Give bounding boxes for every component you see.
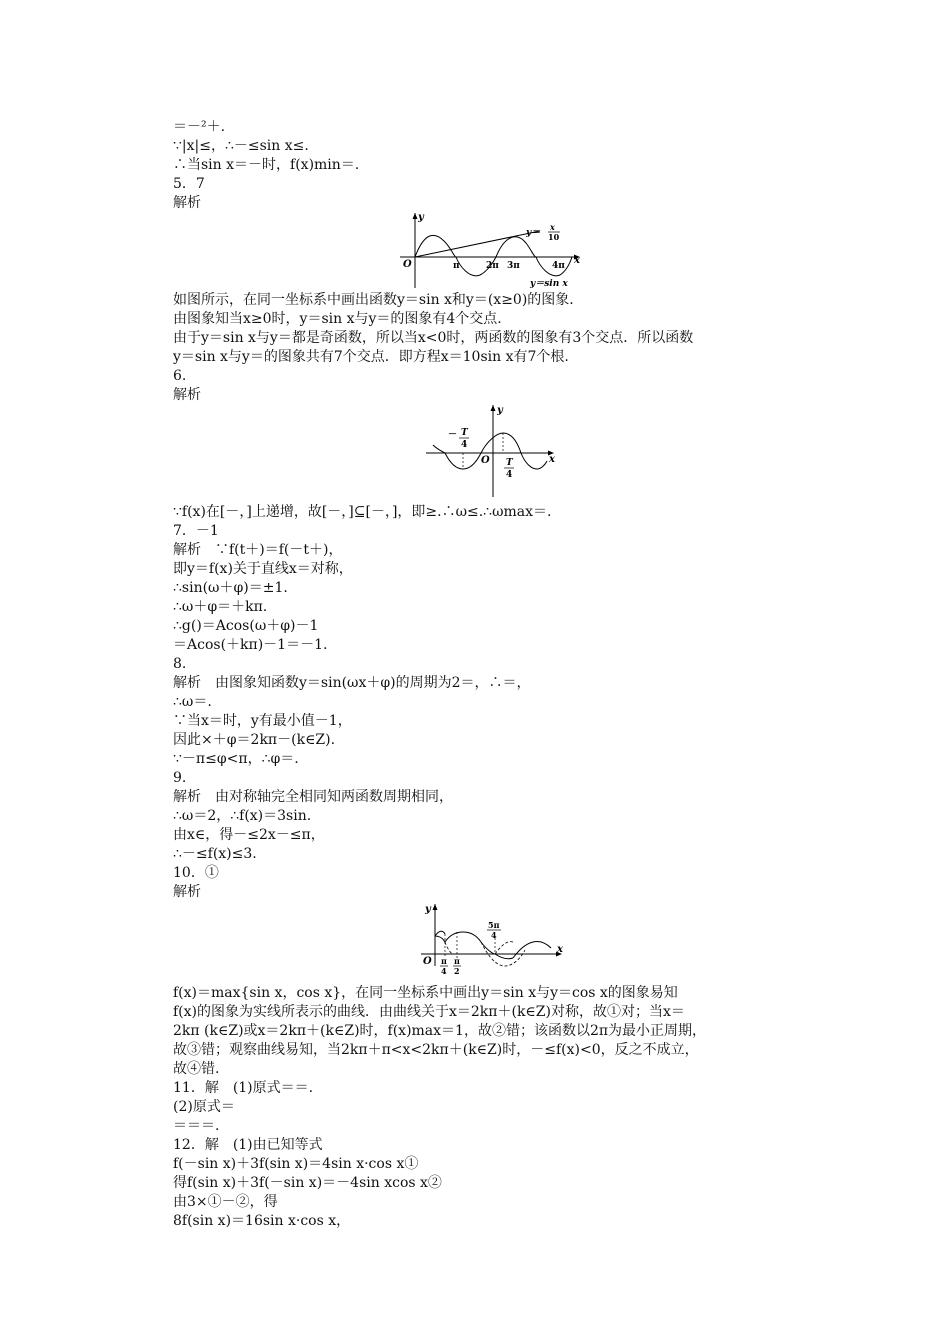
text-line: 如图所示，在同一坐标系中画出函数y＝sin x和y＝(x≥0)的图象. bbox=[173, 292, 574, 308]
figure-max-sin-cos bbox=[173, 902, 833, 984]
fig3-x-label: x bbox=[557, 944, 563, 955]
answer-number: 9. bbox=[173, 770, 187, 786]
text-line: f(x)＝max{sin x，cos x}，在同一坐标系中画出y＝sin x与y＝cos x的图象易知 bbox=[173, 985, 678, 1001]
text-line: 由图象知当x≥0时，y＝sin x与y＝的图象有4个交点. bbox=[173, 311, 502, 327]
text-line: ∴当sin x＝－时，f(x)min＝. bbox=[173, 157, 360, 173]
text-line: ∴sin(ω＋φ)＝±1. bbox=[173, 580, 288, 596]
analysis-heading: 解析 bbox=[173, 387, 201, 403]
fig3-tick2-den: 2 bbox=[454, 966, 460, 976]
text-line: 由x∈，得－≤2x－≤π， bbox=[173, 827, 325, 843]
fig3-y-label: y bbox=[425, 904, 431, 915]
fig2-right-tick-den: 4 bbox=[506, 470, 513, 480]
fig1-x-label: x bbox=[574, 255, 580, 266]
fig3-origin: O bbox=[423, 956, 432, 967]
fig2-right-tick-num: T bbox=[506, 458, 513, 468]
text-line: ∴ω＝. bbox=[173, 694, 212, 710]
text-line: 即y＝f(x)关于直线x＝对称， bbox=[173, 561, 353, 577]
fig2-left-tick-num: T bbox=[461, 428, 468, 438]
text-line: (2)原式＝ bbox=[173, 1099, 235, 1115]
text-line: ∴ω＋φ＝＋kπ. bbox=[173, 599, 268, 615]
answer-number: 11．解 (1)原式＝＝. bbox=[173, 1080, 314, 1096]
answer-number: 8. bbox=[173, 656, 187, 672]
answer-number: 10．① bbox=[173, 865, 219, 881]
text-line: f(－sin x)＋3f(sin x)＝4sin x·cos x① bbox=[173, 1156, 419, 1172]
text-line: ∴g()＝Acos(ω＋φ)－1 bbox=[173, 618, 319, 634]
analysis-heading: 解析 bbox=[173, 195, 201, 211]
answer-number: 12．解 (1)由已知等式 bbox=[173, 1137, 323, 1153]
text-line: ∵f(x)在[－，]上递增，故[－，]⊆[－，]，即≥.∴ω≤.∴ωmax＝. bbox=[173, 504, 552, 520]
text-line: 由3×①－②，得 bbox=[173, 1194, 278, 1210]
text-line: ∵当x＝时，y有最小值－1， bbox=[173, 713, 352, 729]
text-line: 解析 由对称轴完全相同知两函数周期相同， bbox=[173, 789, 453, 805]
fig3-tick3-den: 4 bbox=[491, 930, 497, 940]
text-line: ∵－π≤φ<π，∴φ＝. bbox=[173, 751, 299, 767]
figure-sine-period bbox=[173, 405, 833, 503]
text-line: 得f(sin x)＋3f(－sin x)＝－4sin xcos x② bbox=[173, 1175, 442, 1191]
text-line: 因此×＋φ＝2kπ－(k∈Z). bbox=[173, 732, 336, 748]
analysis-heading: 解析 bbox=[173, 884, 201, 900]
fig1-origin: O bbox=[403, 259, 412, 270]
answer-number: 7．－1 bbox=[173, 523, 219, 539]
fig2-origin: O bbox=[481, 455, 490, 466]
fig1-tick-4pi: 4π bbox=[552, 261, 565, 271]
text-line: 解析 由图象知函数y＝sin(ωx＋φ)的周期为2＝，∴＝， bbox=[173, 675, 531, 691]
fig1-line-label-num: x bbox=[550, 222, 555, 232]
text-line: 解析 ∵f(t＋)＝f(－t＋)， bbox=[173, 542, 343, 558]
document-body bbox=[173, 118, 833, 1231]
fig2-y-label: y bbox=[497, 405, 503, 416]
fig2-left-tick-den: 4 bbox=[461, 440, 468, 450]
fig2-left-tick-sign: － bbox=[448, 430, 458, 440]
fig3-tick1-num: π bbox=[441, 956, 447, 966]
text-line: ＝－²＋. bbox=[173, 119, 226, 135]
text-line: ∴ω＝2，∴f(x)＝3sin. bbox=[173, 808, 312, 824]
text-line: ＝＝＝. bbox=[173, 1118, 220, 1134]
fig3-tick1-den: 4 bbox=[441, 966, 447, 976]
text-line: ∵|x|≤，∴－≤sin x≤. bbox=[173, 138, 309, 154]
fig3-tick3-num: 5π bbox=[488, 920, 500, 930]
answer-number: 6. bbox=[173, 368, 187, 384]
text-line: ＝Acos(＋kπ)－1＝－1. bbox=[173, 637, 328, 653]
text-line: 2kπ (k∈Z)或x＝2kπ＋(k∈Z)时，f(x)max＝1，故②错；该函数以2π为最小正周期， bbox=[173, 1023, 707, 1039]
text-line: 故④错. bbox=[173, 1061, 220, 1077]
text-line: 8f(sin x)＝16sin x·cos x， bbox=[173, 1213, 351, 1229]
fig1-tick-3pi: 3π bbox=[507, 261, 520, 271]
answer-number: 5．7 bbox=[173, 176, 205, 192]
fig1-line-label-den: 10 bbox=[548, 232, 560, 242]
figure-sin-and-line bbox=[173, 213, 833, 291]
fig1-line-label-prefix: y＝ bbox=[526, 228, 541, 238]
fig1-tick-2pi: 2π bbox=[486, 261, 499, 271]
fig3-tick2-num: π bbox=[454, 956, 460, 966]
text-line: 故③错；观察曲线易知，当2kπ＋π<x<2kπ＋(k∈Z)时，－≤f(x)<0，反之不成立， bbox=[173, 1042, 699, 1058]
text-line: 由于y＝sin x与y＝都是奇函数，所以当x<0时，两函数的图象有3个交点．所以函数 bbox=[173, 330, 694, 346]
text-line: ∴－≤f(x)≤3. bbox=[173, 846, 257, 862]
fig1-curve-label: y＝sin x bbox=[530, 279, 568, 289]
text-line: f(x)的图象为实线所表示的曲线．由曲线关于x＝2kπ＋(k∈Z)对称，故①对；当x＝ bbox=[173, 1004, 685, 1020]
fig1-tick-pi: π bbox=[453, 261, 460, 271]
fig2-x-label: x bbox=[549, 454, 555, 465]
fig1-y-label: y bbox=[418, 213, 424, 223]
text-line: y＝sin x与y＝的图象共有7个交点．即方程x＝10sin x有7个根. bbox=[173, 349, 569, 365]
